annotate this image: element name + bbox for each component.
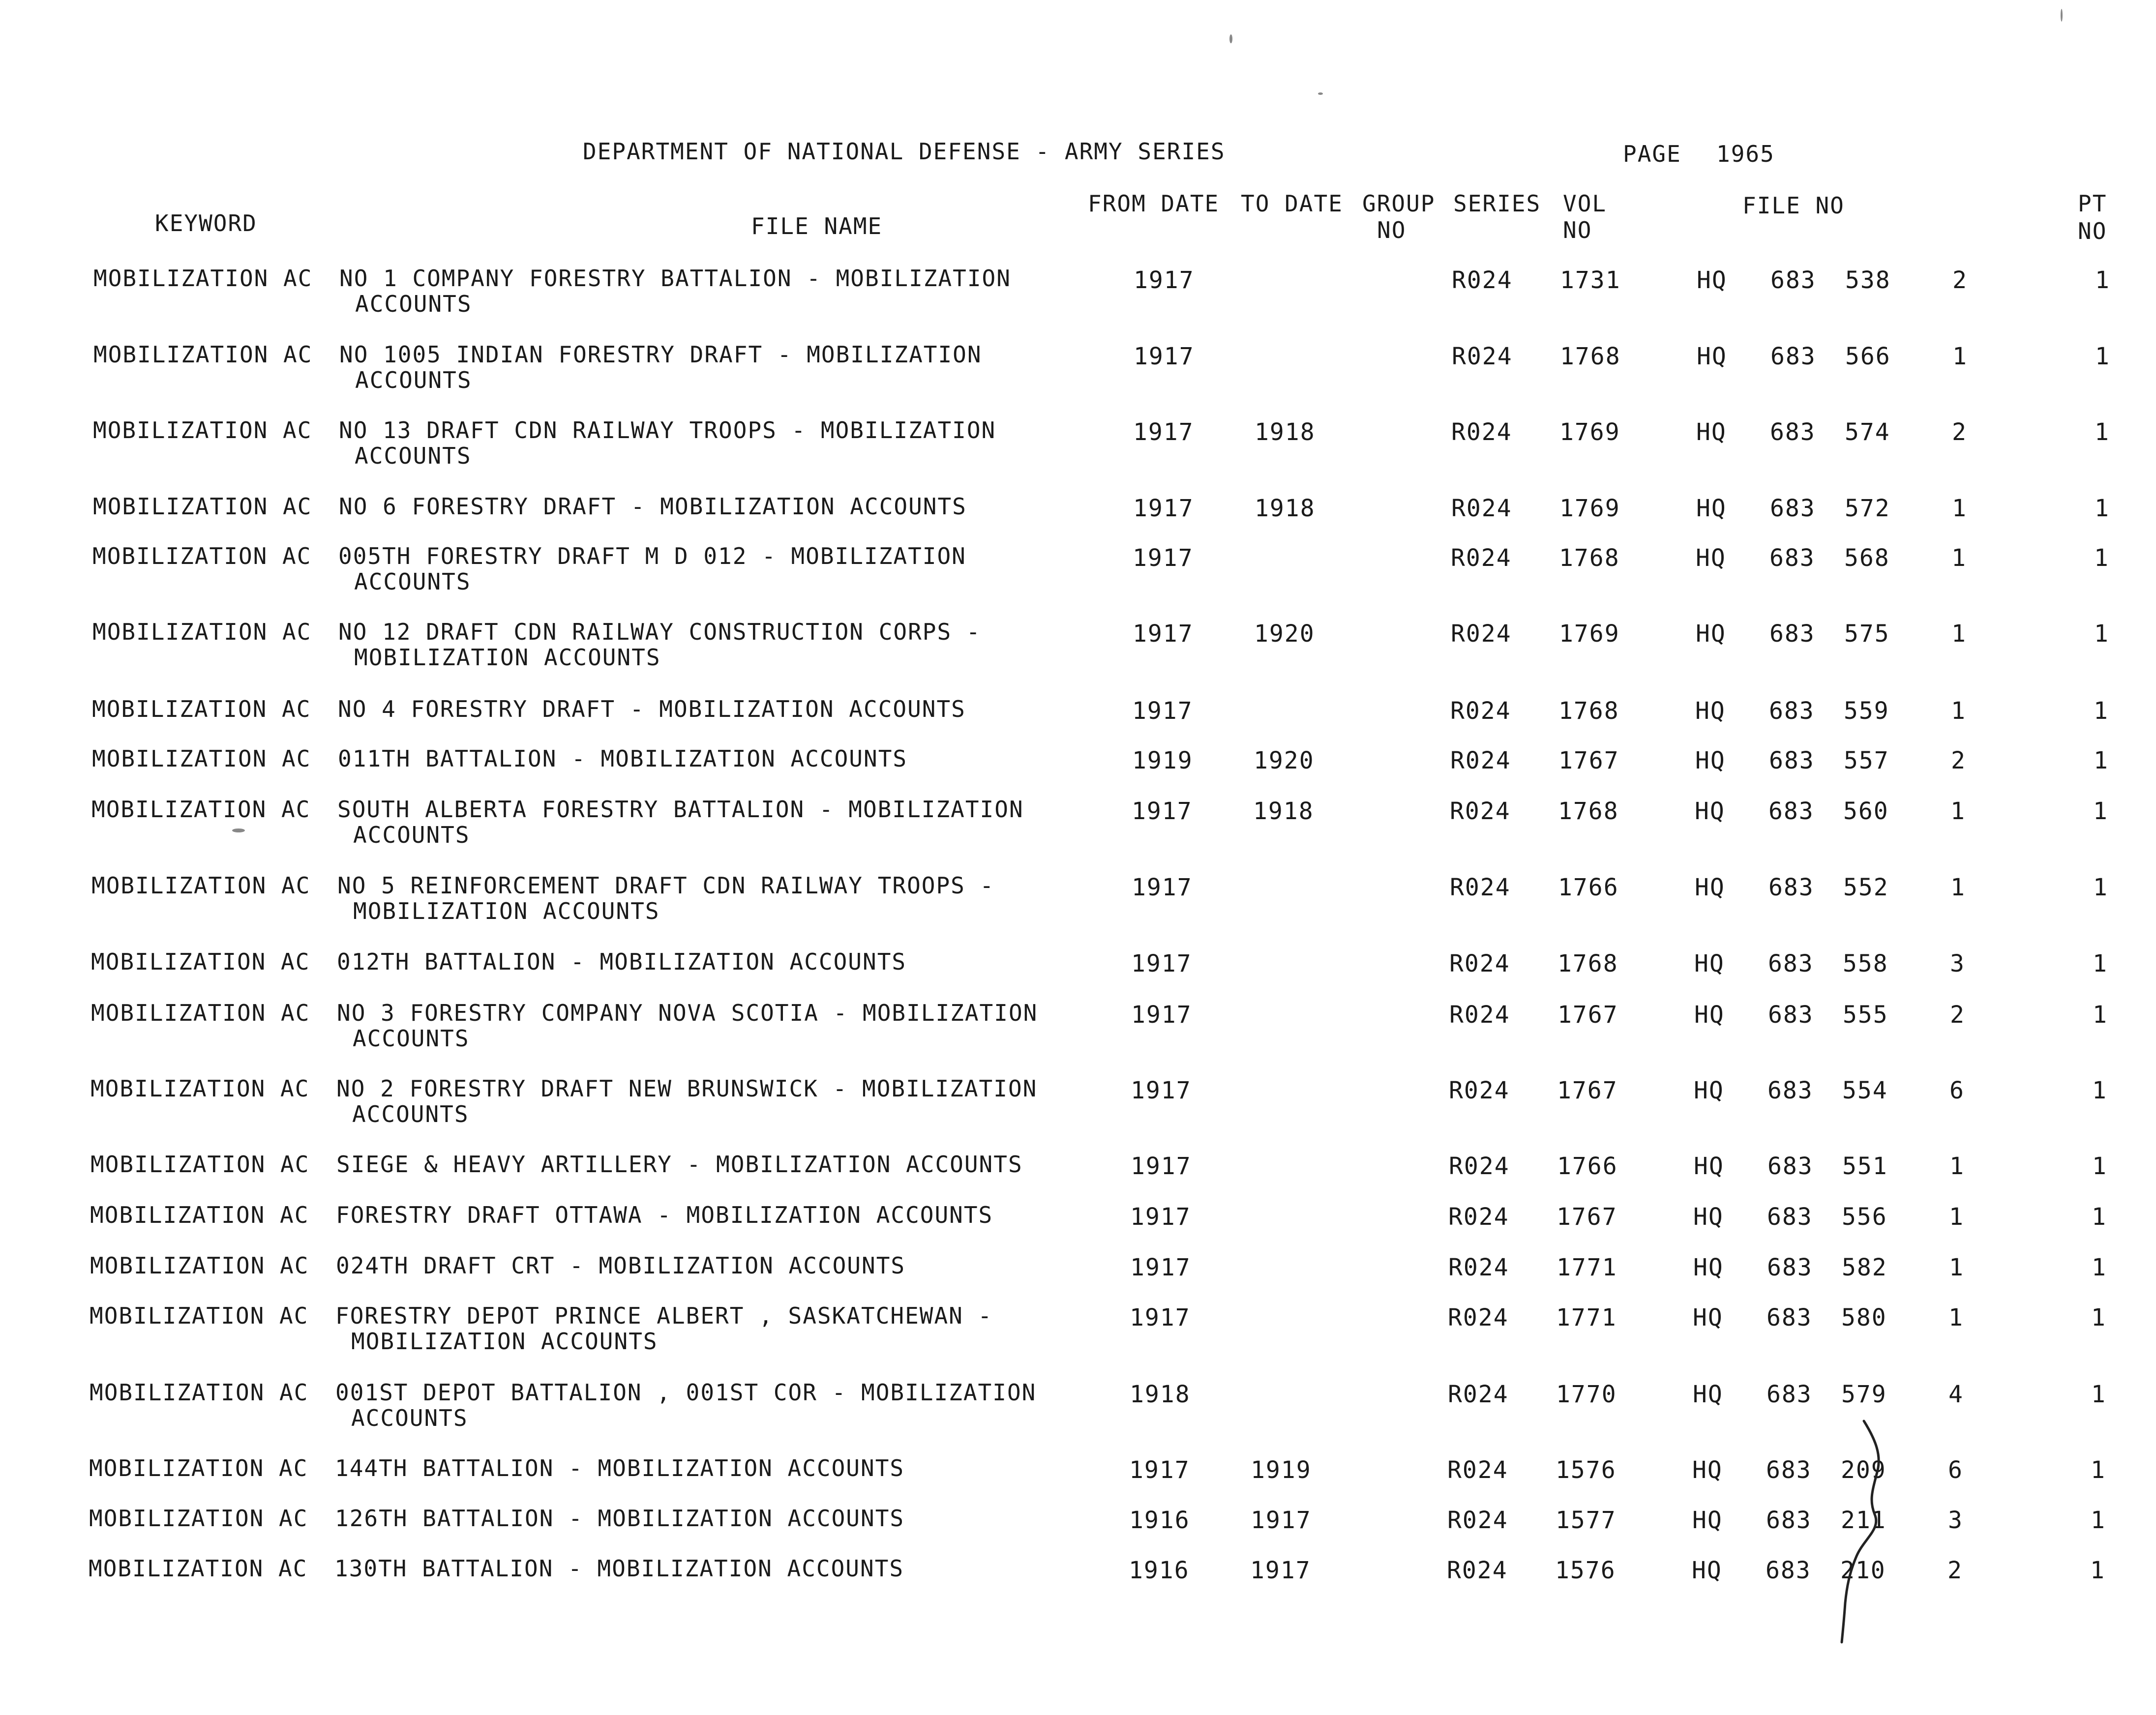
- file-no-part1-cell: 683: [1770, 343, 1816, 370]
- series-cell: R024: [1449, 1001, 1510, 1029]
- file-no-part2-cell: 580: [1841, 1304, 1887, 1331]
- keyword-cell: MOBILIZATION AC: [92, 619, 312, 645]
- file-name-line2: ACCOUNTS: [354, 568, 471, 595]
- from-date-cell: 1919: [1132, 747, 1193, 774]
- keyword-cell: MOBILIZATION AC: [93, 417, 312, 444]
- header-group-no: NO: [1377, 217, 1407, 243]
- report-title: DEPARTMENT OF NATIONAL DEFENSE - ARMY SERIES: [583, 138, 1226, 165]
- vol-cell: 1766: [1558, 874, 1619, 901]
- file-prefix-cell: HQ: [1694, 1001, 1725, 1029]
- header-group: GROUP: [1362, 190, 1436, 217]
- page-label: PAGE: [1623, 141, 1681, 167]
- file-no-part3-cell: 1: [1952, 495, 1967, 522]
- scan-speck: [2061, 9, 2063, 22]
- page-number: 1965: [1716, 141, 1775, 167]
- file-no-part1-cell: 683: [1768, 798, 1814, 825]
- from-date-cell: 1917: [1132, 697, 1193, 725]
- header-vol-no: NO: [1563, 217, 1592, 243]
- from-date-cell: 1918: [1130, 1381, 1191, 1408]
- keyword-cell: MOBILIZATION AC: [93, 493, 312, 520]
- file-no-part3-cell: 6: [1948, 1456, 1963, 1484]
- file-prefix-cell: HQ: [1694, 1077, 1724, 1104]
- pt-no-cell: 1: [2094, 747, 2109, 774]
- series-cell: R024: [1451, 418, 1512, 446]
- vol-cell: 1766: [1557, 1153, 1618, 1180]
- file-name-line1: SIEGE & HEAVY ARTILLERY - MOBILIZATION ACCOUNTS: [336, 1151, 1023, 1178]
- series-cell: R024: [1447, 1456, 1508, 1484]
- file-prefix-cell: HQ: [1693, 1304, 1723, 1331]
- file-name-line2: MOBILIZATION ACCOUNTS: [351, 1328, 658, 1355]
- keyword-cell: MOBILIZATION AC: [93, 341, 313, 368]
- from-date-cell: 1917: [1131, 1077, 1192, 1104]
- from-date-cell: 1917: [1130, 1254, 1191, 1281]
- pt-no-cell: 1: [2094, 620, 2109, 648]
- series-cell: R024: [1452, 266, 1513, 294]
- file-name-line2: MOBILIZATION ACCOUNTS: [353, 898, 660, 924]
- keyword-cell: MOBILIZATION AC: [90, 1302, 309, 1329]
- file-name-line2: ACCOUNTS: [353, 1025, 470, 1052]
- pt-no-cell: 1: [2095, 266, 2110, 294]
- pt-no-cell: 1: [2095, 418, 2110, 446]
- file-no-part2-cell: 551: [1842, 1153, 1888, 1180]
- series-cell: R024: [1448, 1304, 1509, 1331]
- file-prefix-cell: HQ: [1693, 1381, 1723, 1408]
- vol-cell: 1770: [1556, 1381, 1617, 1408]
- file-no-part3-cell: 1: [1950, 874, 1966, 901]
- to-date-cell: 1917: [1250, 1557, 1311, 1584]
- keyword-cell: MOBILIZATION AC: [89, 1505, 308, 1532]
- file-name-line1: FORESTRY DEPOT PRINCE ALBERT , SASKATCHEWAN -: [335, 1302, 993, 1329]
- to-date-cell: 1920: [1254, 747, 1315, 774]
- from-date-cell: 1917: [1132, 798, 1193, 825]
- file-no-part3-cell: 1: [1951, 544, 1967, 572]
- vol-cell: 1767: [1558, 747, 1619, 774]
- file-no-part1-cell: 683: [1770, 495, 1816, 522]
- file-prefix-cell: HQ: [1696, 418, 1727, 446]
- file-no-part1-cell: 683: [1769, 620, 1815, 648]
- file-no-part3-cell: 2: [1950, 1001, 1965, 1029]
- file-name-line1: NO 4 FORESTRY DRAFT - MOBILIZATION ACCOUNTS: [338, 696, 966, 722]
- file-name-line1: 126TH BATTALION - MOBILIZATION ACCOUNTS: [335, 1505, 905, 1532]
- file-no-part3-cell: 2: [1947, 1557, 1963, 1584]
- series-cell: R024: [1451, 544, 1512, 572]
- file-name-line1: NO 2 FORESTRY DRAFT NEW BRUNSWICK - MOBILIZATION: [336, 1075, 1038, 1102]
- file-no-part3-cell: 2: [1952, 266, 1968, 294]
- from-date-cell: 1917: [1131, 950, 1192, 977]
- file-no-part1-cell: 683: [1768, 1001, 1814, 1029]
- from-date-cell: 1917: [1134, 266, 1195, 294]
- keyword-cell: MOBILIZATION AC: [92, 745, 311, 772]
- file-no-part2-cell: 557: [1844, 747, 1889, 774]
- file-no-part2-cell: 566: [1845, 343, 1891, 370]
- vol-cell: 1576: [1555, 1557, 1616, 1584]
- file-prefix-cell: HQ: [1693, 1203, 1724, 1231]
- pt-no-cell: 1: [2092, 1254, 2107, 1281]
- pt-no-cell: 1: [2091, 1456, 2106, 1484]
- header-pt-no: NO: [2078, 218, 2107, 244]
- file-no-part3-cell: 2: [1951, 747, 1966, 774]
- file-name-line1: NO 12 DRAFT CDN RAILWAY CONSTRUCTION CORPS -: [338, 619, 981, 645]
- series-cell: R024: [1448, 1203, 1509, 1231]
- file-prefix-cell: HQ: [1693, 1254, 1724, 1281]
- series-cell: R024: [1449, 1077, 1510, 1104]
- scan-speck: [232, 828, 245, 832]
- file-no-part2-cell: 209: [1841, 1456, 1886, 1484]
- file-name-line1: NO 6 FORESTRY DRAFT - MOBILIZATION ACCOUNTS: [339, 493, 967, 520]
- series-cell: R024: [1448, 1381, 1509, 1408]
- file-name-line1: NO 1 COMPANY FORESTRY BATTALION - MOBILIZATION: [339, 265, 1011, 292]
- header-file-no: FILE NO: [1742, 192, 1845, 219]
- series-cell: R024: [1447, 1557, 1508, 1584]
- file-no-part2-cell: 560: [1843, 798, 1889, 825]
- file-no-part1-cell: 683: [1770, 418, 1816, 446]
- file-no-part2-cell: 568: [1844, 544, 1890, 572]
- scan-speck: [1318, 92, 1323, 95]
- file-prefix-cell: HQ: [1692, 1507, 1723, 1534]
- keyword-cell: MOBILIZATION AC: [92, 696, 311, 722]
- file-no-part1-cell: 683: [1766, 1507, 1812, 1534]
- pt-no-cell: 1: [2094, 697, 2109, 725]
- file-no-part3-cell: 3: [1950, 950, 1965, 977]
- file-no-part3-cell: 4: [1948, 1381, 1964, 1408]
- series-cell: R024: [1451, 620, 1512, 648]
- from-date-cell: 1916: [1129, 1507, 1190, 1534]
- from-date-cell: 1916: [1129, 1557, 1190, 1584]
- keyword-cell: MOBILIZATION AC: [90, 1379, 309, 1406]
- file-prefix-cell: HQ: [1692, 1456, 1723, 1484]
- file-no-part2-cell: 554: [1842, 1077, 1888, 1104]
- header-keyword: KEYWORD: [155, 210, 257, 237]
- file-no-part1-cell: 683: [1769, 747, 1815, 774]
- file-no-part2-cell: 210: [1840, 1557, 1886, 1584]
- file-no-part2-cell: 574: [1845, 418, 1890, 446]
- from-date-cell: 1917: [1129, 1456, 1190, 1484]
- header-to-date: TO DATE: [1241, 190, 1343, 217]
- file-no-part2-cell: 552: [1843, 874, 1889, 901]
- file-name-line1: SOUTH ALBERTA FORESTRY BATTALION - MOBILIZATION: [337, 796, 1024, 823]
- file-no-part1-cell: 683: [1769, 697, 1815, 725]
- series-cell: R024: [1452, 343, 1513, 370]
- keyword-cell: MOBILIZATION AC: [90, 1202, 309, 1228]
- file-no-part1-cell: 683: [1769, 544, 1815, 572]
- header-file-name: FILE NAME: [751, 213, 883, 239]
- file-prefix-cell: HQ: [1695, 874, 1725, 901]
- keyword-cell: MOBILIZATION AC: [92, 543, 312, 569]
- file-name-line2: ACCOUNTS: [355, 291, 472, 317]
- vol-cell: 1768: [1558, 697, 1619, 725]
- vol-cell: 1731: [1560, 266, 1621, 294]
- file-no-part1-cell: 683: [1766, 1557, 1811, 1584]
- vol-cell: 1767: [1557, 1203, 1617, 1231]
- file-no-part2-cell: 556: [1842, 1203, 1887, 1231]
- from-date-cell: 1917: [1133, 495, 1194, 522]
- file-no-part3-cell: 3: [1948, 1507, 1963, 1534]
- file-no-part2-cell: 579: [1841, 1381, 1887, 1408]
- file-prefix-cell: HQ: [1697, 343, 1727, 370]
- file-name-line1: 012TH BATTALION - MOBILIZATION ACCOUNTS: [337, 948, 907, 975]
- to-date-cell: 1918: [1253, 798, 1314, 825]
- series-cell: R024: [1449, 950, 1510, 977]
- file-no-part1-cell: 683: [1767, 1304, 1812, 1331]
- keyword-cell: MOBILIZATION AC: [91, 872, 311, 899]
- file-no-part3-cell: 1: [1949, 1254, 1964, 1281]
- pt-no-cell: 1: [2091, 1304, 2106, 1331]
- file-no-part1-cell: 683: [1767, 1381, 1812, 1408]
- from-date-cell: 1917: [1130, 1304, 1191, 1331]
- pt-no-cell: 1: [2093, 950, 2108, 977]
- pt-no-cell: 1: [2092, 1077, 2107, 1104]
- from-date-cell: 1917: [1130, 1203, 1191, 1231]
- keyword-cell: MOBILIZATION AC: [90, 1252, 309, 1279]
- file-prefix-cell: HQ: [1694, 1153, 1724, 1180]
- file-no-part2-cell: 211: [1841, 1507, 1886, 1534]
- file-name-line1: 001ST DEPOT BATTALION , 001ST COR - MOBILIZATION: [335, 1379, 1037, 1406]
- pt-no-cell: 1: [2090, 1557, 2105, 1584]
- to-date-cell: 1918: [1255, 495, 1316, 522]
- pt-no-cell: 1: [2091, 1507, 2106, 1534]
- file-name-line2: ACCOUNTS: [355, 443, 472, 469]
- vol-cell: 1767: [1557, 1077, 1618, 1104]
- header-vol: VOL: [1563, 190, 1607, 217]
- file-prefix-cell: HQ: [1692, 1557, 1722, 1584]
- file-prefix-cell: HQ: [1696, 620, 1726, 648]
- file-no-part1-cell: 683: [1767, 1153, 1813, 1180]
- file-name-line2: MOBILIZATION ACCOUNTS: [354, 644, 661, 671]
- pt-no-cell: 1: [2092, 1203, 2107, 1231]
- keyword-cell: MOBILIZATION AC: [89, 1455, 308, 1481]
- file-prefix-cell: HQ: [1697, 266, 1727, 294]
- file-prefix-cell: HQ: [1694, 950, 1725, 977]
- vol-cell: 1769: [1559, 620, 1620, 648]
- file-no-part3-cell: 1: [1949, 1153, 1965, 1180]
- file-no-part3-cell: 1: [1951, 620, 1967, 648]
- vol-cell: 1768: [1560, 343, 1621, 370]
- series-cell: R024: [1451, 495, 1512, 522]
- file-prefix-cell: HQ: [1696, 544, 1726, 572]
- header-pt: PT: [2078, 190, 2107, 217]
- series-cell: R024: [1447, 1507, 1508, 1534]
- pt-no-cell: 1: [2092, 1153, 2107, 1180]
- file-prefix-cell: HQ: [1695, 697, 1726, 725]
- file-no-part1-cell: 683: [1770, 266, 1816, 294]
- file-no-part2-cell: 558: [1843, 950, 1888, 977]
- vol-cell: 1771: [1557, 1254, 1617, 1281]
- file-no-part1-cell: 683: [1768, 950, 1814, 977]
- from-date-cell: 1917: [1133, 544, 1194, 572]
- file-name-line1: NO 1005 INDIAN FORESTRY DRAFT - MOBILIZATION: [339, 341, 982, 368]
- keyword-cell: MOBILIZATION AC: [90, 1075, 310, 1102]
- from-date-cell: 1917: [1131, 1153, 1192, 1180]
- file-name-line2: ACCOUNTS: [352, 1101, 469, 1127]
- from-date-cell: 1917: [1133, 418, 1194, 446]
- vol-cell: 1768: [1558, 798, 1619, 825]
- file-name-line2: ACCOUNTS: [355, 367, 472, 393]
- vol-cell: 1769: [1559, 495, 1620, 522]
- keyword-cell: MOBILIZATION AC: [91, 948, 310, 975]
- file-no-part3-cell: 6: [1949, 1077, 1965, 1104]
- file-no-part2-cell: 559: [1844, 697, 1889, 725]
- pt-no-cell: 1: [2094, 544, 2109, 572]
- keyword-cell: MOBILIZATION AC: [91, 1000, 310, 1026]
- file-name-line1: 144TH BATTALION - MOBILIZATION ACCOUNTS: [335, 1455, 905, 1481]
- file-no-part3-cell: 2: [1952, 418, 1967, 446]
- series-cell: R024: [1449, 1153, 1510, 1180]
- to-date-cell: 1917: [1251, 1507, 1312, 1534]
- file-no-part1-cell: 683: [1767, 1254, 1813, 1281]
- file-name-line1: 011TH BATTALION - MOBILIZATION ACCOUNTS: [338, 745, 908, 772]
- vol-cell: 1576: [1556, 1456, 1617, 1484]
- vol-cell: 1767: [1557, 1001, 1618, 1029]
- series-cell: R024: [1448, 1254, 1509, 1281]
- file-no-part2-cell: 555: [1843, 1001, 1888, 1029]
- scan-speck: [1229, 34, 1232, 43]
- vol-cell: 1771: [1556, 1304, 1617, 1331]
- file-prefix-cell: HQ: [1695, 747, 1726, 774]
- pt-no-cell: 1: [2093, 798, 2108, 825]
- file-no-part3-cell: 1: [1951, 697, 1966, 725]
- series-cell: R024: [1450, 874, 1511, 901]
- file-prefix-cell: HQ: [1695, 798, 1725, 825]
- file-no-part1-cell: 683: [1768, 874, 1814, 901]
- vol-cell: 1768: [1559, 544, 1620, 572]
- file-no-part1-cell: 683: [1767, 1203, 1813, 1231]
- file-name-line2: ACCOUNTS: [351, 1405, 468, 1431]
- vol-cell: 1769: [1559, 418, 1620, 446]
- header-series: SERIES: [1453, 190, 1541, 217]
- series-cell: R024: [1450, 697, 1511, 725]
- vol-cell: 1577: [1556, 1507, 1617, 1534]
- keyword-cell: MOBILIZATION AC: [90, 1151, 310, 1178]
- from-date-cell: 1917: [1131, 1001, 1192, 1029]
- file-name-line1: NO 13 DRAFT CDN RAILWAY TROOPS - MOBILIZATION: [339, 417, 996, 444]
- vol-cell: 1768: [1557, 950, 1618, 977]
- file-no-part2-cell: 582: [1842, 1254, 1887, 1281]
- file-no-part2-cell: 575: [1844, 620, 1890, 648]
- file-name-line1: FORESTRY DRAFT OTTAWA - MOBILIZATION ACCOUNTS: [336, 1202, 993, 1228]
- file-no-part1-cell: 683: [1766, 1456, 1812, 1484]
- file-prefix-cell: HQ: [1696, 495, 1727, 522]
- pt-no-cell: 1: [2095, 495, 2110, 522]
- series-cell: R024: [1450, 798, 1511, 825]
- from-date-cell: 1917: [1133, 620, 1194, 648]
- series-cell: R024: [1450, 747, 1511, 774]
- file-name-line1: 130TH BATTALION - MOBILIZATION ACCOUNTS: [334, 1555, 904, 1582]
- file-no-part1-cell: 683: [1767, 1077, 1813, 1104]
- keyword-cell: MOBILIZATION AC: [89, 1555, 308, 1582]
- to-date-cell: 1919: [1251, 1456, 1312, 1484]
- file-no-part2-cell: 538: [1845, 266, 1891, 294]
- file-no-part3-cell: 1: [1948, 1304, 1964, 1331]
- pt-no-cell: 1: [2095, 343, 2110, 370]
- pt-no-cell: 1: [2093, 1001, 2108, 1029]
- file-name-line2: ACCOUNTS: [353, 822, 470, 848]
- file-name-line1: 024TH DRAFT CRT - MOBILIZATION ACCOUNTS: [336, 1252, 906, 1279]
- to-date-cell: 1920: [1254, 620, 1315, 648]
- from-date-cell: 1917: [1132, 874, 1193, 901]
- to-date-cell: 1918: [1255, 418, 1316, 446]
- file-no-part3-cell: 1: [1950, 798, 1966, 825]
- keyword-cell: MOBILIZATION AC: [93, 265, 313, 292]
- pt-no-cell: 1: [2091, 1381, 2106, 1408]
- file-name-line1: NO 5 REINFORCEMENT DRAFT CDN RAILWAY TROOPS -: [337, 872, 995, 899]
- file-name-line1: NO 3 FORESTRY COMPANY NOVA SCOTIA - MOBILIZATION: [337, 1000, 1038, 1026]
- pt-no-cell: 1: [2093, 874, 2108, 901]
- file-name-line1: 005TH FORESTRY DRAFT M D 012 - MOBILIZATION: [338, 543, 966, 569]
- file-no-part2-cell: 572: [1845, 495, 1890, 522]
- keyword-cell: MOBILIZATION AC: [91, 796, 311, 823]
- file-no-part3-cell: 1: [1952, 343, 1968, 370]
- file-no-part3-cell: 1: [1949, 1203, 1964, 1231]
- header-from-date: FROM DATE: [1088, 190, 1220, 217]
- from-date-cell: 1917: [1134, 343, 1195, 370]
